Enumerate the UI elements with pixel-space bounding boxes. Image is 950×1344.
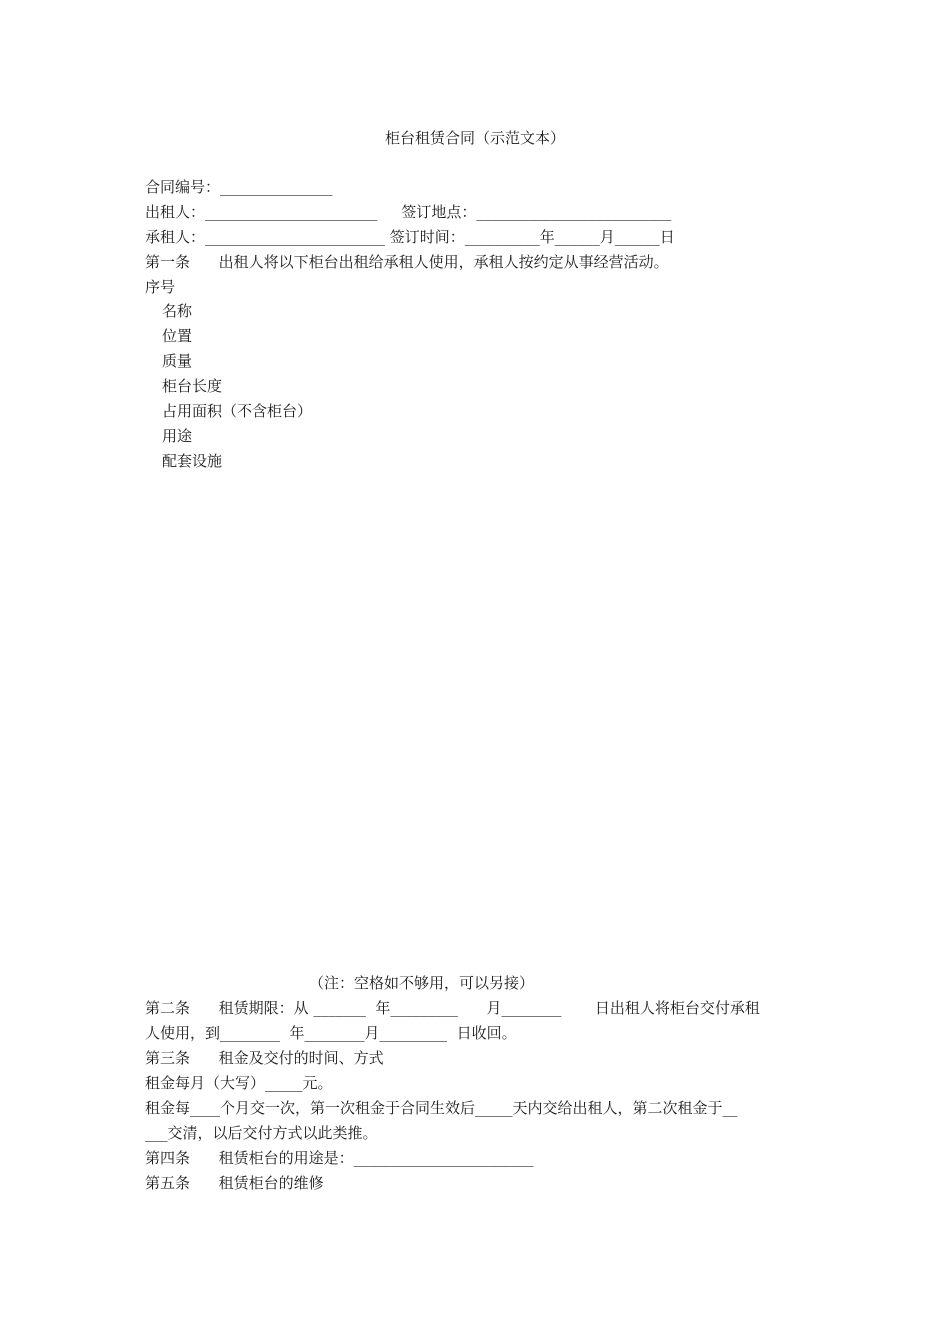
table-field-counter-length: 柜台长度 xyxy=(162,377,223,395)
rent-monthly-line: 租金每月（大写）_____元。 xyxy=(145,1074,333,1092)
article-2-line-2: 人使用，到________ 年________月_________ 日收回。 xyxy=(145,1024,517,1042)
lessor-line: 出租人：_______________________ 签订地点：__________________________ xyxy=(145,203,672,221)
document-title: 柜台租赁合同（示范文本） xyxy=(384,129,565,147)
article-5: 第五条 租赁柜台的维修 xyxy=(145,1174,324,1192)
table-note: （注：空格如不够用，可以另接） xyxy=(309,974,535,992)
table-label-serial: 序号 xyxy=(145,278,176,296)
rent-payment-line-2: ___交清，以后交付方式以此类推。 xyxy=(145,1124,378,1142)
table-field-area: 占用面积（不含柜台） xyxy=(162,402,313,420)
article-3: 第三条 租金及交付的时间、方式 xyxy=(145,1049,384,1067)
table-field-quality: 质量 xyxy=(162,352,193,370)
lessee-line: 承租人：________________________ 签订时间：__________年______月______日 xyxy=(145,228,675,246)
table-field-usage: 用途 xyxy=(162,427,193,445)
article-2-line-1: 第二条 租赁期限：从 _______ 年_________ 月________ 日出租人将柜台交付承租 xyxy=(145,999,760,1017)
article-1: 第一条 出租人将以下柜台出租给承租人使用，承租人按约定从事经营活动。 xyxy=(145,253,669,271)
table-field-location: 位置 xyxy=(162,327,193,345)
contract-number-line: 合同编号：_______________ xyxy=(145,178,333,196)
table-field-name: 名称 xyxy=(162,302,193,320)
table-field-facilities: 配套设施 xyxy=(162,452,223,470)
article-4: 第四条 租赁柜台的用途是：________________________ xyxy=(145,1149,534,1167)
rent-payment-line-1: 租金每____个月交一次，第一次租金于合同生效后_____天内交给出租人，第二次租金于__ xyxy=(145,1099,738,1117)
